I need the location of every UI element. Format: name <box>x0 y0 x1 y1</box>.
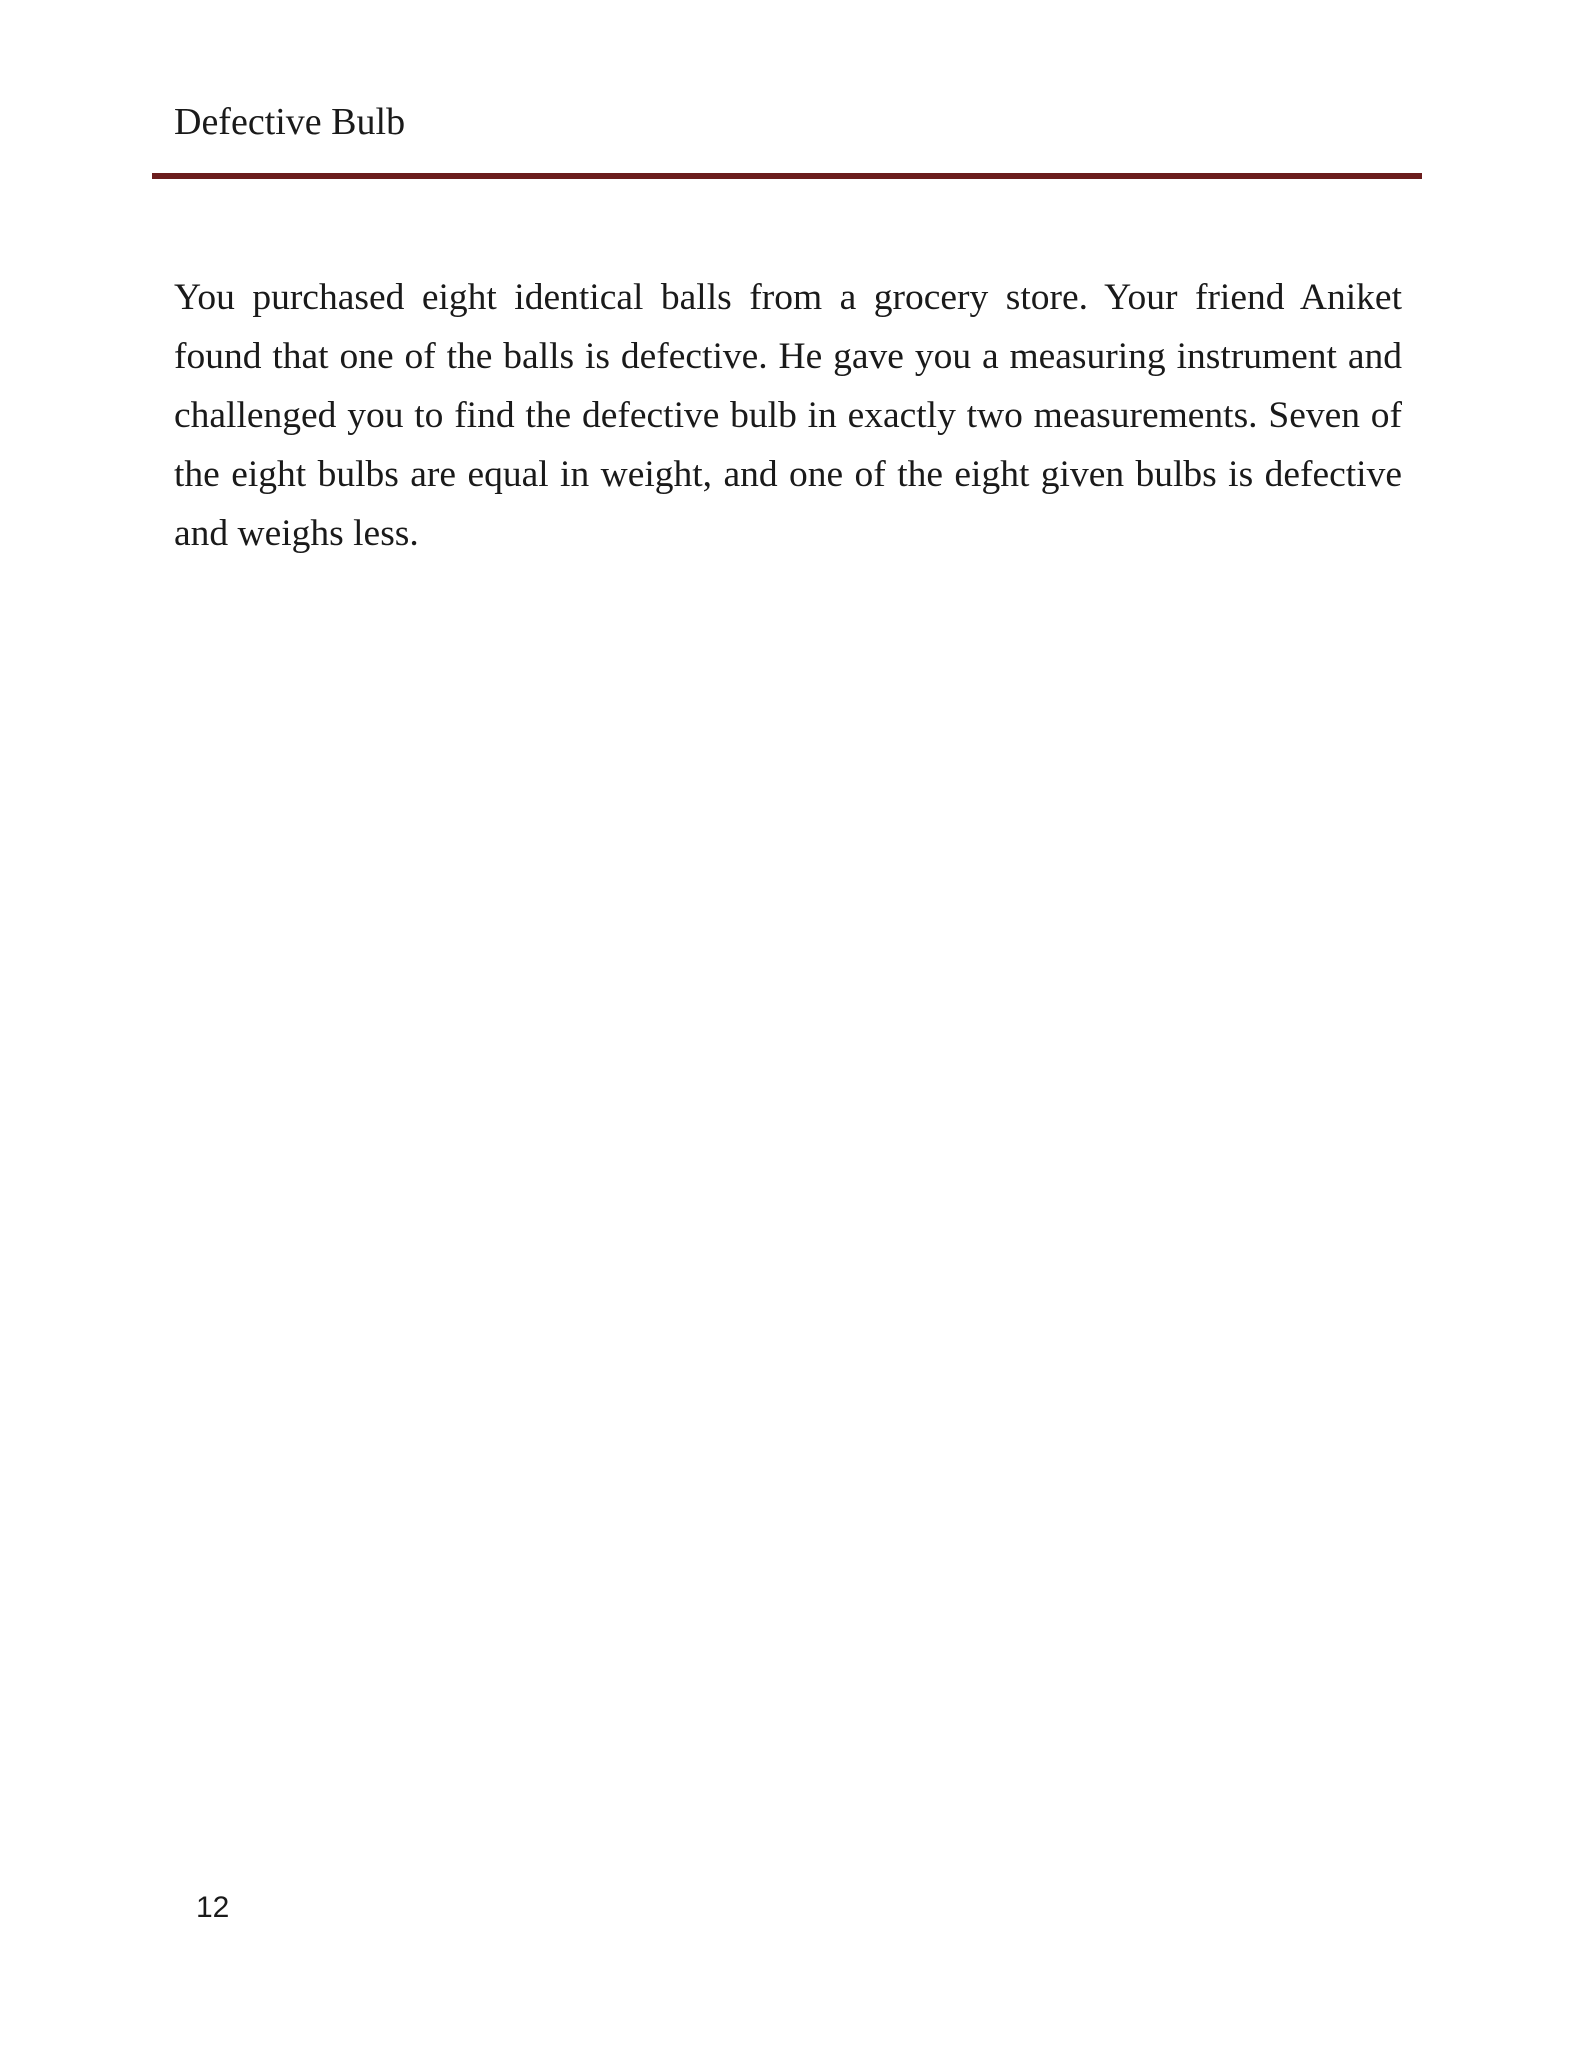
body-paragraph: You purchased eight identical balls from a grocery store. Your friend Aniket found that one of the balls is defective. He gave you a measuring instrument and challenged you to find the defective bulb in exactly two measurements. Seven of the eight bulbs are equal in weight, and one of the eight given bulbs is defective and weighs less. <box>174 277 1402 554</box>
page-number: 12 <box>196 1891 230 1924</box>
running-header-title: Defective Bulb <box>174 101 406 143</box>
header-divider-rule <box>152 173 1422 179</box>
